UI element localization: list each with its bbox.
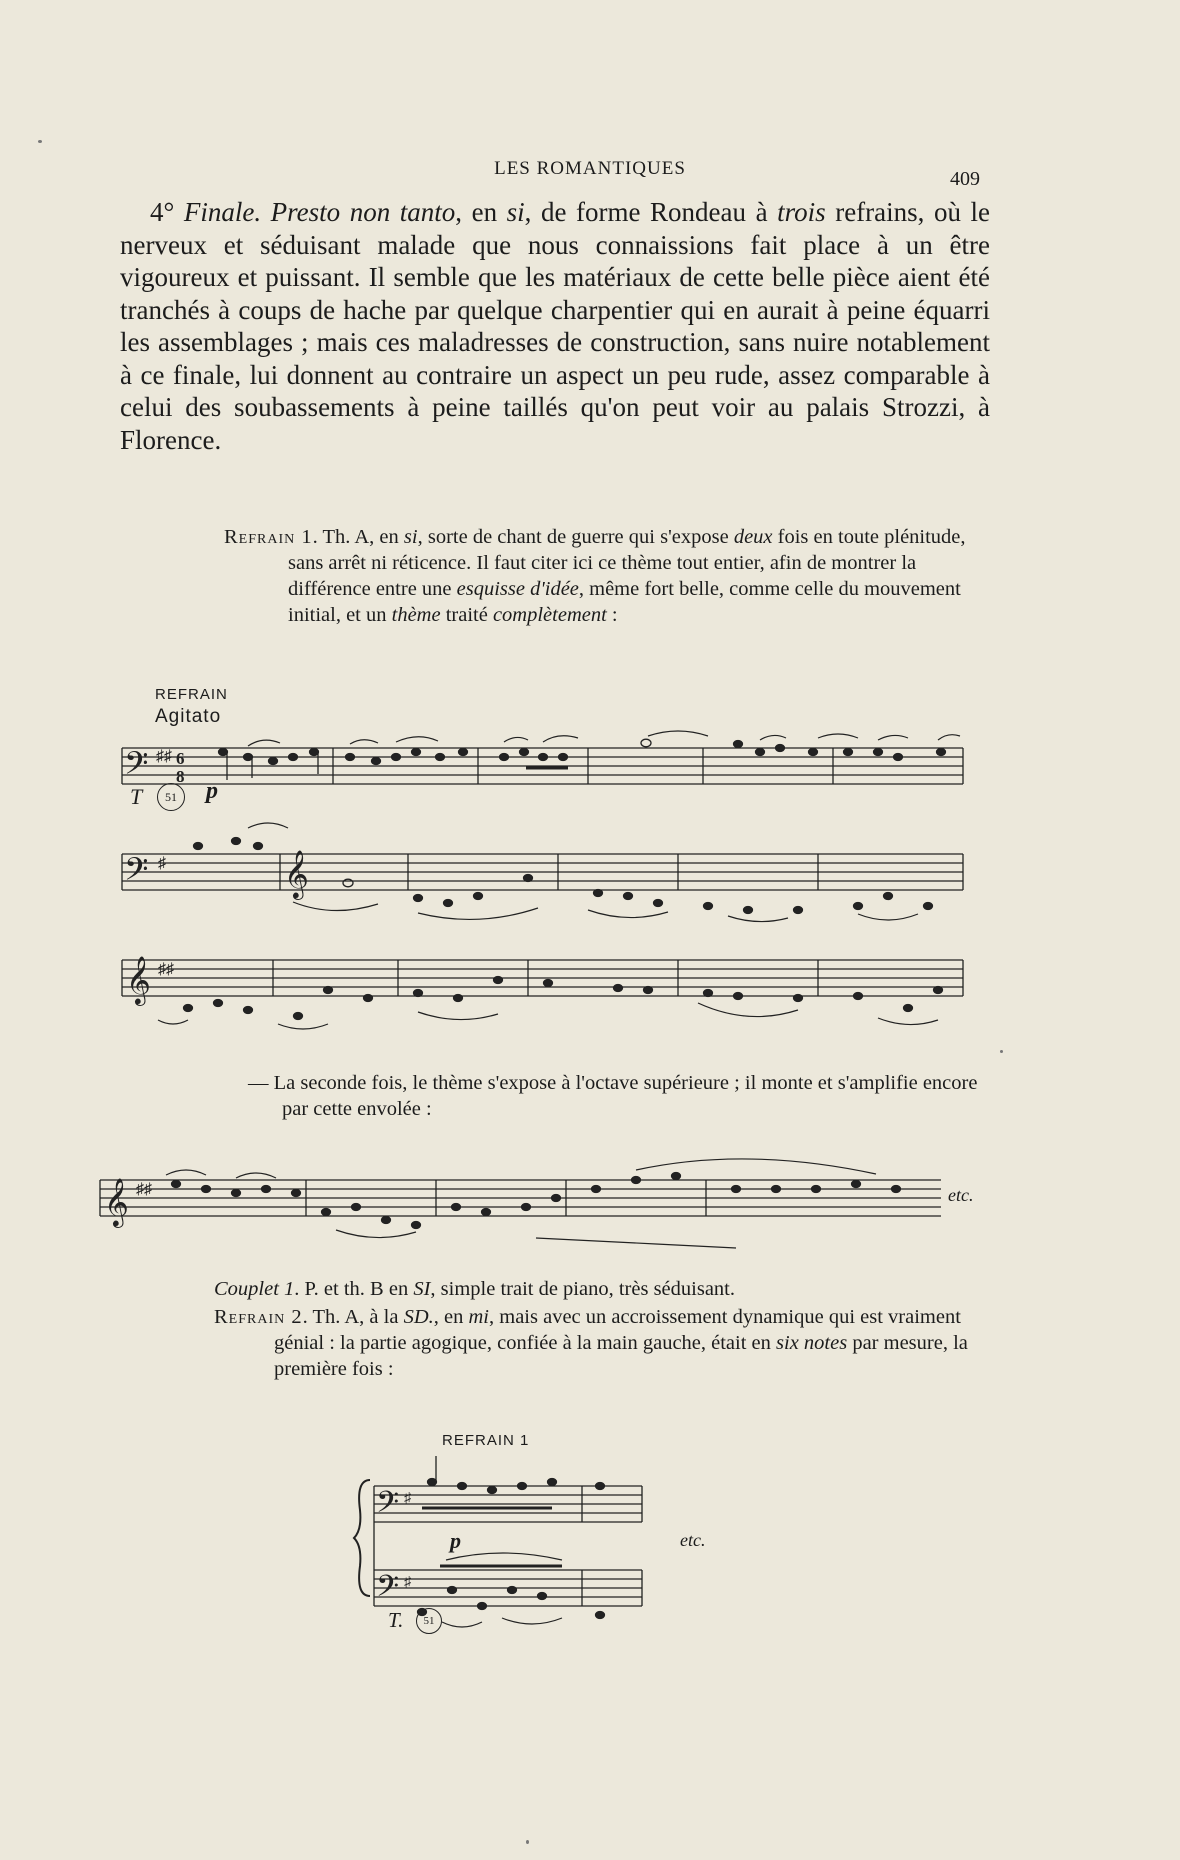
paper-speck bbox=[38, 140, 42, 143]
text-run: . P. et th. B en bbox=[294, 1278, 414, 1300]
refrain1-paragraph bbox=[224, 524, 979, 628]
movement-title: Finale. Presto non tanto bbox=[183, 197, 456, 227]
slurs bbox=[248, 731, 960, 746]
bass-clef-icon: 𝄢 bbox=[376, 1486, 400, 1526]
notes bbox=[219, 739, 946, 780]
text-run: fois en toute plénitude, sans arrêt ni réticence. Il faut citer ici ce thème tout entier, afin de montrer la différence entre une bbox=[288, 526, 966, 600]
text-run: La seconde fois, le thème s'expose à l'octave supérieure ; il monte et s'amplifie encore par cette envolée : bbox=[273, 1072, 978, 1120]
text-run: , en bbox=[433, 1306, 469, 1328]
time-signature-top: 6 bbox=[176, 749, 185, 768]
emphasis: six notes bbox=[776, 1332, 848, 1354]
text-run: , sorte de chant de guerre qui s'expose bbox=[417, 526, 734, 548]
etc-marking: etc. bbox=[948, 1185, 974, 1205]
staff-system-2 bbox=[122, 823, 963, 922]
bass-clef-icon: 𝄢 bbox=[124, 853, 149, 895]
svg-text:♯: ♯ bbox=[158, 855, 166, 872]
text-run: . Th. A, à la bbox=[302, 1306, 404, 1328]
dynamic-marking: p bbox=[450, 1528, 461, 1553]
second-time-paragraph bbox=[248, 1070, 983, 1122]
treble-clef-icon: 𝄞 bbox=[284, 852, 309, 898]
staff-system-3 bbox=[122, 956, 963, 1029]
theme-circle: 51 bbox=[416, 1608, 442, 1634]
text-run: , en bbox=[455, 197, 507, 227]
text-run: , de forme Rondeau à bbox=[524, 197, 778, 227]
svg-text:♯: ♯ bbox=[404, 1491, 411, 1506]
example1-tempo: Agitato bbox=[155, 706, 222, 727]
couplet1-line bbox=[214, 1276, 994, 1302]
emphasis: trois bbox=[777, 197, 826, 227]
paper-speck bbox=[526, 1840, 529, 1844]
refrain2-paragraph bbox=[214, 1304, 974, 1382]
page-number: 409 bbox=[950, 168, 980, 190]
music-example-1 bbox=[118, 728, 968, 1038]
refrain-label: Refrain 2 bbox=[214, 1306, 303, 1328]
paper-speck bbox=[1000, 1050, 1003, 1053]
running-title: LES ROMANTIQUES bbox=[494, 158, 686, 179]
emphasis: esquisse d'idée bbox=[456, 578, 579, 600]
section-numeral: 4° bbox=[150, 197, 175, 227]
text-run: traité bbox=[440, 604, 493, 626]
svg-text:♯♯: ♯♯ bbox=[158, 961, 174, 978]
theme-letter: T. bbox=[388, 1608, 404, 1632]
finale-paragraph bbox=[120, 196, 990, 456]
emphasis: SD. bbox=[403, 1306, 434, 1328]
refrain-label: Refrain 1 bbox=[224, 526, 313, 548]
svg-text:♯♯: ♯♯ bbox=[156, 748, 172, 765]
emphasis: deux bbox=[733, 526, 773, 548]
treble-clef-icon: 𝄞 bbox=[126, 958, 151, 1004]
emphasis: thème bbox=[391, 604, 441, 626]
text-run: , mais avec un accroissement dynamique qui est vraiment génial : la partie agogique, confiée à la main gauche, était en bbox=[274, 1306, 961, 1354]
time-signature-bottom: 8 bbox=[176, 767, 185, 786]
couplet-label: Couplet 1 bbox=[214, 1278, 295, 1300]
example3-refrain-label: REFRAIN 1 bbox=[442, 1432, 530, 1449]
music-example-2 bbox=[96, 1150, 956, 1260]
treble-clef-icon: 𝄞 bbox=[104, 1180, 129, 1226]
svg-text:♯♯: ♯♯ bbox=[136, 1181, 152, 1198]
emphasis: complètement bbox=[492, 604, 607, 626]
text-run: refrains, où le nerveux et séduisant malade que nous connaissions fait place à un être vigoureux et puissant. Il semble que les matériaux de cette belle pièce aient été tranchés à coups de hache par quelque charpentier qui en aurait à peine équarri les assemblages ; mais ces maladresses de construction, sans nuire notablement à ce finale, lui donnent au contraire un aspect un peu rude, assez comparable à celui des soubassements à peine taillés qu'on peut voir au palais Strozzi, à Florence. bbox=[120, 197, 991, 455]
theme-circle: 51 bbox=[157, 783, 185, 811]
example1-refrain-label: REFRAIN bbox=[155, 686, 228, 703]
etc-marking: etc. bbox=[680, 1530, 706, 1550]
dynamic-marking: p bbox=[206, 778, 218, 804]
theme-letter: T bbox=[130, 784, 143, 809]
key-name: mi bbox=[468, 1306, 489, 1328]
staff-system-1 bbox=[122, 731, 963, 789]
text-run: : bbox=[606, 604, 618, 626]
brace-icon bbox=[354, 1480, 370, 1596]
text-run: . Th. A, en bbox=[312, 526, 404, 548]
text-run: , simple trait de piano, très séduisant. bbox=[430, 1278, 735, 1300]
bass-clef-icon: 𝄢 bbox=[376, 1570, 400, 1610]
bass-clef-icon: 𝄢 bbox=[124, 747, 149, 789]
dash: — bbox=[248, 1072, 269, 1094]
key-name: si bbox=[506, 197, 525, 227]
key-name: si bbox=[403, 526, 418, 548]
key-name: SI bbox=[413, 1278, 431, 1300]
svg-text:♯: ♯ bbox=[404, 1575, 411, 1590]
text-run: par mesure, la première fois : bbox=[274, 1332, 968, 1380]
text-run: , même fort belle, comme celle du mouvement initial, et un bbox=[288, 578, 961, 626]
